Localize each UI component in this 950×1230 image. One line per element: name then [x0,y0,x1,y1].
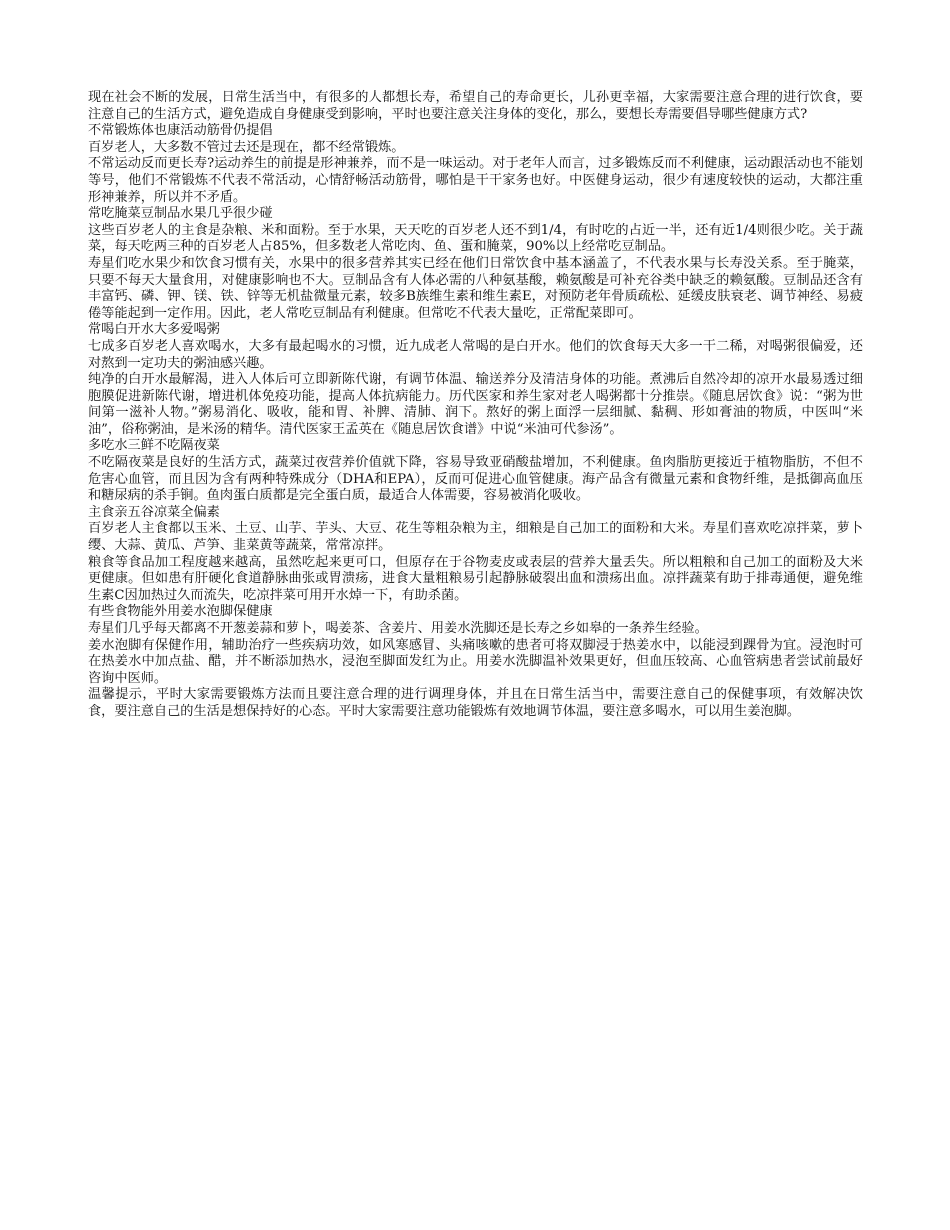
section-heading: 多吃水三鲜不吃隔夜菜 [88,438,220,454]
section-heading: 有些食物能外用姜水泡脚保健康 [88,604,273,620]
document-body [88,90,863,721]
section-heading: 主食亲五谷凉菜全偏素 [88,504,220,520]
paragraph: 百岁老人主食都以玉米、土豆、山芋、芋头、大豆、花生等粗杂粮为主，细粮是自己加工的面粉和大米。寿星们喜欢吃凉拌菜，萝卜缨、大蒜、黄瓜、芦笋、韭菜黄等蔬菜，常常凉拌。 [88,521,863,554]
paragraph: 不吃隔夜菜是良好的生活方式，蔬菜过夜营养价值就下降，容易导致亚硝酸盐增加，不利健康。鱼肉脂肪更接近于植物脂肪，不但不危害心血管，而且因为含有两种特殊成分（DHA和EPA），反而可促进心血管健康。海产品含有微量元素和食物纤维，是抵御高血压和糖尿病的杀手锏。鱼肉蛋白质都是完全蛋白质，最适合人体需要，容易被消化吸收。 [88,455,863,504]
paragraph: 七成多百岁老人喜欢喝水，大多有最起喝水的习惯，近九成老人常喝的是白开水。他们的饮食每天大多一干二稀，对喝粥很偏爱，还对熬到一定功夫的粥油感兴趣。 [88,338,863,371]
closing-paragraph: 温馨提示，平时大家需要锻炼方法而且要注意合理的进行调理身体，并且在日常生活当中，需要注意自己的保健事项，有效解决饮食，要注意自己的生活是想保持好的心态。平时大家需要注意功能锻炼有效地调节体温，要注意多喝水，可以用生姜泡脚。 [88,687,863,719]
paragraph: 寿星们吃水果少和饮食习惯有关，水果中的很多营养其实已经在他们日常饮食中基本涵盖了，不代表水果与长寿没关系。至于腌菜，只要不每天大量食用，对健康影响也不大。豆制品含有人体必需的八种氨基酸，赖氨酸是可补充谷类中缺乏的赖氨酸。豆制品还含有丰富钙、磷、钾、镁、铁、锌等无机盐微量元素，较多B族维生素和维生素E，对预防老年骨质疏松、延缓皮肤衰老、调节神经、易疲倦等能起到一定作用。因此，老人常吃豆制品有利健康。但常吃不代表大量吃，正常配菜即可。 [88,255,863,321]
section-heading: 常吃腌菜豆制品水果几乎很少碰 [88,206,273,222]
section-heading: 常喝白开水大多爱喝粥 [88,322,220,338]
section-heading: 不常锻炼体也康活动筋骨仍提倡 [88,123,273,139]
paragraph: 这些百岁老人的主食是杂粮、米和面粉。至于水果，天天吃的百岁老人还不到1/4，有时吃的占近一半，还有近1/4则很少吃。关于蔬菜，每天吃两三种的百岁老人占85%，但多数老人常吃肉、鱼、蛋和腌菜，90%以上经常吃豆制品。 [88,222,863,255]
paragraph: 寿星们几乎每天都离不开葱姜蒜和萝卜，喝姜茶、含姜片、用姜水洗脚还是长寿之乡如皋的一条养生经验。 [88,621,708,636]
paragraph: 纯净的白开水最解渴，进入人体后可立即新陈代谢，有调节体温、输送养分及清洁身体的功能。煮沸后自然冷却的凉开水最易透过细胞膜促进新陈代谢，增进机体免疫功能，提高人体抗病能力。历代医家和养生家对老人喝粥都十分推崇。《随息居饮食》说：“粥为世间第一滋补人物。”粥易消化、吸收，能和胃、补脾、清肺、润下。熬好的粥上面浮一层细腻、黏稠、形如膏油的物质，中医叫“米油”，俗称粥油，是米汤的精华。清代医家王孟英在《随息居饮食谱》中说“米油可代参汤”。 [88,372,863,437]
paragraph: 不常运动反而更长寿?运动养生的前提是形神兼养，而不是一味运动。对于老年人而言，过多锻炼反而不利健康，运动跟活动也不能划等号，他们不常锻炼不代表不常活动，心情舒畅活动筋骨，哪怕是干干家务也好。中医健身运动，很少有速度较快的运动，大都注重形神兼养，所以并不矛盾。 [88,156,863,205]
paragraph: 百岁老人，大多数不管过去还是现在，都不经常锻炼。 [88,139,405,155]
paragraph: 粮食等食品加工程度越来越高，虽然吃起来更可口，但原存在于谷物麦皮或表层的营养大量丢失。所以粗粮和自己加工的面粉及大米更健康。但如患有肝硬化食道静脉曲张或胃溃疡，进食大量粗粮易引起静脉破裂出血和溃疡出血。凉拌蔬菜有助于排毒通便，避免维生素C因加热过久而流失，吃凉拌菜可用开水焯一下，有助杀菌。 [88,554,863,603]
paragraph: 姜水泡脚有保健作用，辅助治疗一些疾病功效，如风寒感冒、头痛咳嗽的患者可将双脚浸于热姜水中，以能浸到踝骨为宜。浸泡时可在热姜水中加点盐、醋，并不断添加热水，浸泡至脚面发红为止。用姜水洗脚温补效果更好，但血压较高、心血管病患者尝试前最好咨询中医师。 [88,637,863,686]
intro-paragraph: 现在社会不断的发展，日常生活当中，有很多的人都想长寿，希望自己的寿命更长，儿孙更幸福，大家需要注意合理的进行饮食，要注意自己的生活方式，避免造成自身健康受到影响，平时也要注意关注身体的变化，那么，要想长寿需要倡导哪些健康方式? [88,90,863,122]
